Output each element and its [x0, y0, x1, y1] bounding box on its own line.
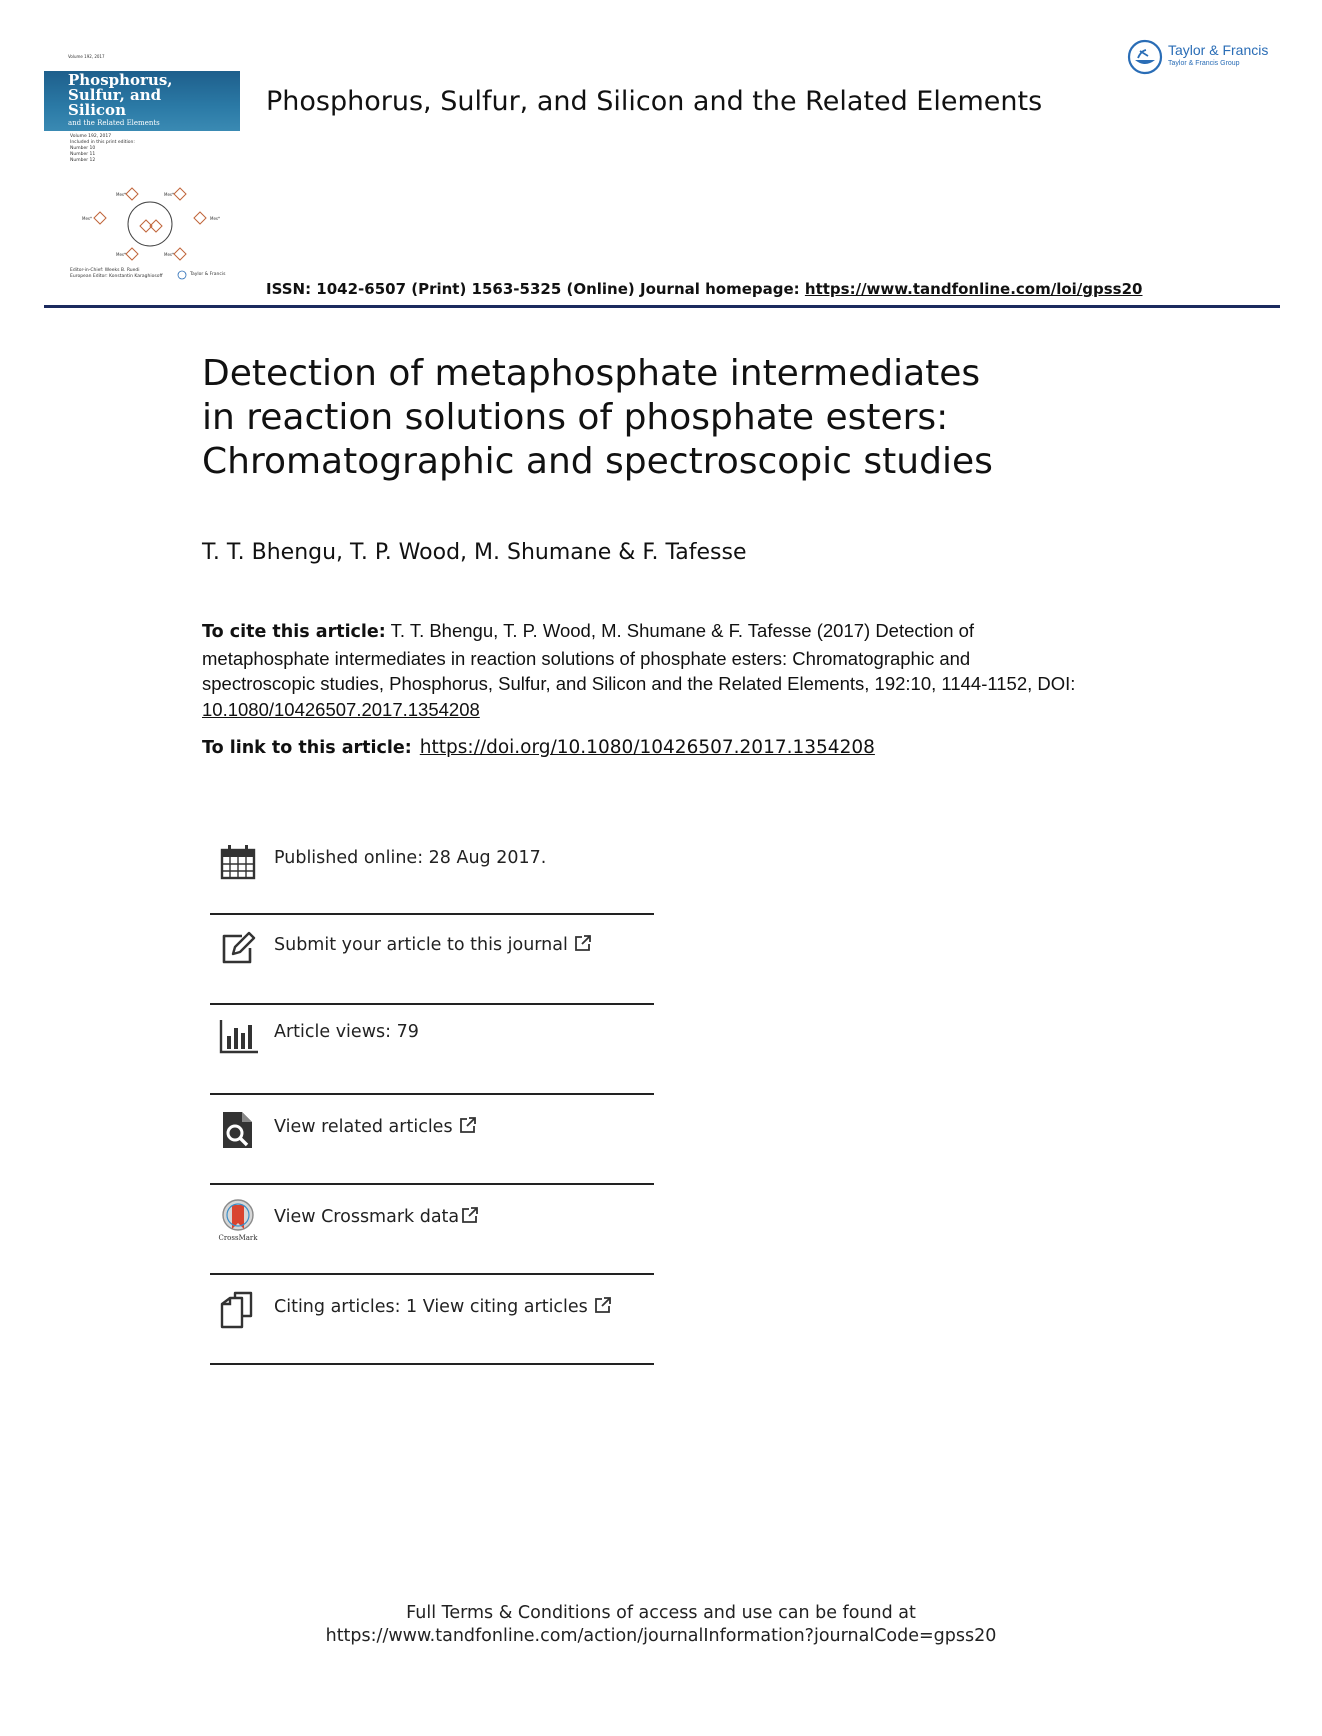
svg-text:Mes*: Mes* — [82, 216, 92, 221]
published-online-row — [210, 842, 654, 930]
citation-doi-link[interactable]: 10.1080/10426507.2017.1354208 — [202, 698, 480, 720]
svg-text:Mes*: Mes* — [164, 252, 174, 257]
info-divider — [210, 1183, 654, 1185]
citing-articles-text: Citing articles: 1 View citing articles — [274, 1297, 588, 1317]
copy-documents-icon — [218, 1290, 258, 1330]
cover-molecule-graphic — [64, 182, 234, 262]
submit-article-text: Submit your article to this journal — [274, 935, 568, 955]
cover-title: Phosphorus, Sulfur, and Silicon — [68, 71, 173, 119]
published-online-text: Published online: 28 Aug 2017. — [274, 848, 547, 868]
svg-text:Mes*: Mes* — [164, 192, 174, 197]
crossmark-text: View Crossmark data — [274, 1207, 460, 1227]
cover-volume-line: Volume 192, 2017 — [68, 54, 105, 59]
article-views-row — [210, 1016, 654, 1104]
article-title: Detection of metaphosphate intermediates in reaction solutions of phosphate esters: Chromatographic and spectroscopic studies — [202, 353, 993, 482]
publisher-name: Taylor & Francis — [1168, 42, 1269, 58]
info-divider — [210, 1363, 654, 1365]
svg-text:Mes*: Mes* — [116, 252, 126, 257]
journal-title: Phosphorus, Sulfur, and Silicon and the Related Elements — [266, 86, 1043, 117]
external-link-icon — [461, 1206, 479, 1224]
external-link-icon — [594, 1296, 612, 1314]
cover-publisher-icon — [176, 270, 188, 280]
article-doi-url[interactable]: https://doi.org/10.1080/10426507.2017.1354208 — [419, 737, 875, 758]
svg-text:Mes*: Mes* — [116, 192, 126, 197]
bar-chart-icon — [218, 1016, 258, 1056]
publisher-group: Taylor & Francis Group — [1168, 60, 1240, 67]
header-divider — [44, 305, 1280, 308]
svg-text:Mes*: Mes* — [210, 216, 220, 221]
citation-text: T. T. Bhengu, T. P. Wood, M. Shumane & F. Tafesse (2017) Detection of metaphosphate intermediates in reaction solutions of phosphate esters: Chromatographic and spectroscopic studies, Phosphorus, Sulfur, and Silicon and the Related Elements, 192:10, 1144-1152, DOI: — [202, 620, 1076, 694]
cover-subtitle: and the Related Elements — [68, 119, 160, 127]
crossmark-logo-text: CrossMark — [218, 1234, 258, 1242]
cover-publisher-name: Taylor & Francis — [190, 272, 226, 277]
citation-block — [202, 618, 1082, 722]
publisher-logo — [1126, 38, 1286, 78]
issn-line — [266, 280, 1143, 298]
info-divider — [210, 1093, 654, 1095]
footer-line-1: Full Terms & Conditions of access and use can be found at — [406, 1603, 916, 1623]
info-divider — [210, 1003, 654, 1005]
external-link-icon — [459, 1116, 477, 1134]
related-articles-text: View related articles — [274, 1117, 453, 1137]
journal-homepage-link[interactable]: https://www.tandfonline.com/loi/gpss20 — [804, 280, 1143, 298]
footer-terms — [0, 1602, 1322, 1648]
document-search-icon — [218, 1110, 258, 1150]
edit-icon — [218, 928, 258, 968]
cover-title-band — [44, 71, 240, 131]
citation-label: To cite this article: — [202, 622, 386, 642]
crossmark-icon — [218, 1198, 258, 1242]
article-views-text: Article views: 79 — [274, 1022, 419, 1042]
cover-issue-info: Volume 192, 2017 Included in this print edition: Number 10 Number 11 Number 12 — [70, 134, 135, 163]
info-divider — [210, 913, 654, 915]
article-authors: T. T. Bhengu, T. P. Wood, M. Shumane & F. Tafesse — [202, 540, 747, 565]
cover-editors: Editor-in-Chief: Weeks B. Ruedi European Editor: Konstantin Karaghiosoff — [70, 268, 163, 279]
journal-cover — [44, 54, 240, 284]
issn-text: ISSN: 1042-6507 (Print) 1563-5325 (Online) Journal homepage: — [266, 280, 805, 298]
taylor-francis-icon — [1126, 38, 1164, 76]
info-divider — [210, 1273, 654, 1275]
external-link-icon — [574, 934, 592, 952]
footer-terms-link[interactable]: https://www.tandfonline.com/action/journalInformation?journalCode=gpss20 — [325, 1626, 997, 1646]
article-link-block — [202, 737, 875, 758]
article-link-label: To link to this article: — [202, 738, 412, 758]
calendar-icon — [218, 842, 258, 882]
